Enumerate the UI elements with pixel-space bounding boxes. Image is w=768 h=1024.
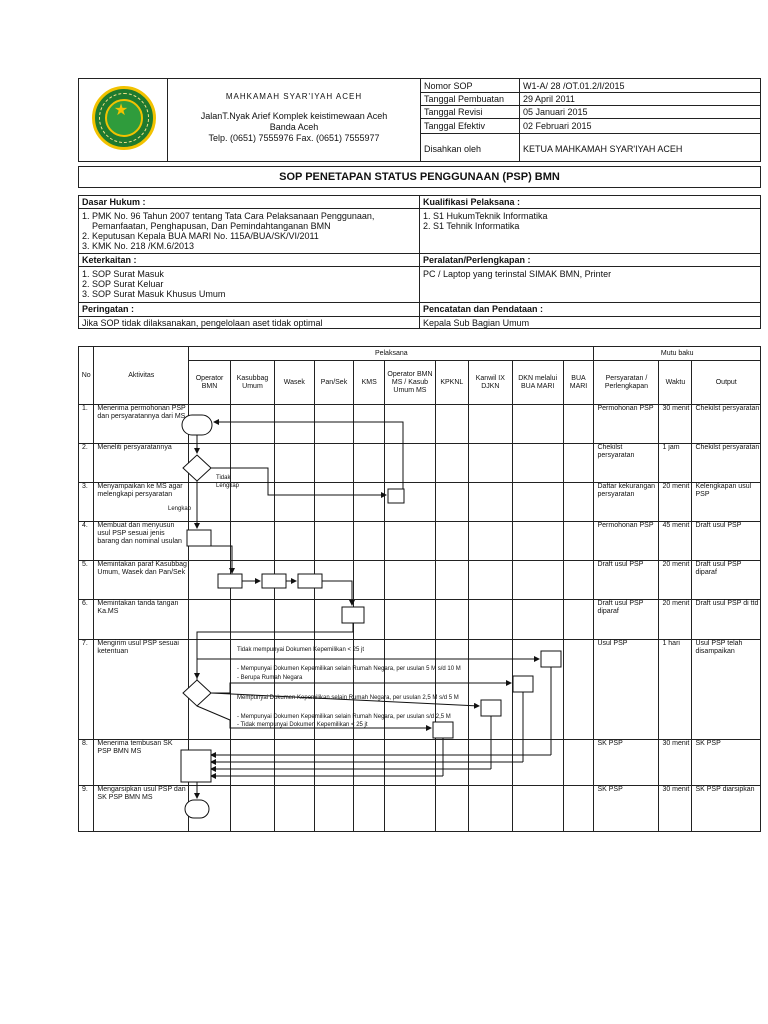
row-waktu: 30 menit <box>659 785 692 831</box>
kanwil-box <box>481 700 501 716</box>
row-output: Chekilst persyaratan <box>692 444 761 483</box>
kualifikasi-line-1: 1. S1 HukumTeknik Informatika <box>423 211 548 221</box>
row-aktivitas: Menerima tembusan SK PSP BMN MS <box>94 739 189 785</box>
row-aktivitas: Mengirim usul PSP sesuai ketentuan <box>94 639 189 739</box>
row-output: Draft usul PSP diparaf <box>692 561 761 600</box>
meta-value-nomor: W1-A/ 28 /OT.01.2/I/2015 <box>523 81 625 91</box>
actor-kms: KMS <box>354 361 385 405</box>
row-waktu: 20 menit <box>659 600 692 639</box>
row-no: 5. <box>79 561 94 600</box>
meta-value-pembuatan: 29 April 2011 <box>523 94 575 104</box>
sk-psp-box <box>181 750 211 782</box>
wasek-paraf-box <box>262 574 286 588</box>
row-waktu: 30 menit <box>659 739 692 785</box>
meta-label-disahkan: Disahkan oleh <box>424 144 482 154</box>
meta-label-nomor: Nomor SOP <box>424 81 473 91</box>
kpknl-box <box>433 722 453 738</box>
header-waktu: Waktu <box>659 361 692 405</box>
row-waktu: 1 jam <box>659 444 692 483</box>
meta-label-revisi: Tanggal Revisi <box>424 107 483 117</box>
row-aktivitas: Menyampaikan ke MS agar melengkapi persyaratan <box>94 483 189 522</box>
row-aktivitas: Memintakan paraf Kasubbag Umum, Wasek dan Pan/Sek <box>94 561 189 600</box>
actor-bua-mari: BUA MARI <box>563 361 594 405</box>
peringatan-label: Peringatan : <box>82 304 135 314</box>
kasubbag-paraf-box <box>218 574 242 588</box>
kms-ttd-box <box>342 607 364 623</box>
page-title: SOP PENETAPAN STATUS PENGGUNAAN (PSP) BMN <box>78 166 761 188</box>
meta-value-efektiv: 02 Februari 2015 <box>523 121 592 131</box>
meta-value-revisi: 05 Januari 2015 <box>523 107 588 117</box>
row-output: Draft usul PSP <box>692 522 761 561</box>
row-persyaratan: SK PSP <box>594 739 659 785</box>
label-lengkap: Lengkap <box>168 506 192 512</box>
row-persyaratan: SK PSP <box>594 785 659 831</box>
kualifikasi-label: Kualifikasi Pelaksana : <box>423 197 521 207</box>
row-persyaratan: Draft usul PSP <box>594 561 659 600</box>
row-no: 3. <box>79 483 94 522</box>
row-output: SK PSP diarsipkan <box>692 785 761 831</box>
label-cond-3: Mempunyai Dokumen Kepemilikan selain Rumah Negara, per usulan 2,5 M s/d 5 M <box>237 695 459 701</box>
label-cond-2b: - Berupa Rumah Negara <box>237 675 303 681</box>
meta-label-efektiv: Tanggal Efektiv <box>424 121 486 131</box>
header-aktivitas: Aktivitas <box>94 347 189 405</box>
row-waktu: 20 menit <box>659 561 692 600</box>
label-cond-4a: - Mempunyai Dokumen Kepemilikan selain Rumah Negara, per usulan s/d 2,5 M <box>237 714 451 720</box>
row-persyaratan: Chekilst persyaratan <box>594 444 659 483</box>
row-persyaratan: Permohonan PSP <box>594 405 659 444</box>
actor-pan-sek: Pan/Sek <box>314 361 354 405</box>
row-output: Chekilst persyaratan <box>692 405 761 444</box>
actor-wasek: Wasek <box>275 361 315 405</box>
dasar-hukum-line-2: Pemanfaatan, Penghapusan, Dan Pemindahtanganan BMN <box>82 221 331 231</box>
ms-process-box <box>388 489 404 503</box>
row-persyaratan: Draft usul PSP diparaf <box>594 600 659 639</box>
header-mutu-baku: Mutu baku <box>594 347 761 361</box>
keterkaitan-label: Keterkaitan : <box>82 255 137 265</box>
row-output: Draft usul PSP di ttd <box>692 600 761 639</box>
actor-operator-bmn: Operator BMN <box>189 361 231 405</box>
pencatatan-label: Pencatatan dan Pendataan : <box>423 304 544 314</box>
dasar-hukum-line-4: 3. KMK No. 218 /KM.6/2013 <box>82 241 195 251</box>
kualifikasi-line-2: 2. S1 Tehnik Informatika <box>423 221 520 231</box>
dasar-hukum-line-1: 1. PMK No. 96 Tahun 2007 tentang Tata Cara Pelaksanaan Penggunaan, <box>82 211 375 221</box>
row-persyaratan: Permohonan PSP <box>594 522 659 561</box>
header-persyaratan: Persyaratan / Perlengkapan <box>594 361 659 405</box>
peralatan-value: PC / Laptop yang terinstal SIMAK BMN, Printer <box>423 269 612 279</box>
row-output: Kelengkapan usul PSP <box>692 483 761 522</box>
header-output: Output <box>692 361 761 405</box>
actor-kanwil: Kanwil IX DJKN <box>468 361 512 405</box>
court-logo-icon: ★ <box>92 86 156 150</box>
draft-process-box <box>187 530 211 546</box>
row-aktivitas: Menerima permohonan PSP dan persyaratannya dari MS <box>94 405 189 444</box>
label-tidak: Tidak <box>216 475 231 481</box>
decision-diamond-check <box>183 455 211 481</box>
end-terminator <box>185 800 209 818</box>
label-cond-1: Tidak mempunyai Dokumen Kepemilikan < 25 jt <box>237 647 365 653</box>
row-no: 9. <box>79 785 94 831</box>
peringatan-value: Jika SOP tidak dilaksanakan, pengelolaan aset tidak optimal <box>82 318 323 328</box>
row-aktivitas: Mengarsipkan usul PSP dan SK PSP BMN MS <box>94 785 189 831</box>
row-no: 6. <box>79 600 94 639</box>
header-no: No <box>79 347 94 405</box>
meta-value-disahkan: KETUA MAHKAMAH SYAR'IYAH ACEH <box>523 144 683 154</box>
meta-label-pembuatan: Tanggal Pembuatan <box>424 94 505 104</box>
actor-kpknl: KPKNL <box>435 361 468 405</box>
decision-diamond-send <box>183 680 211 706</box>
peralatan-label: Peralatan/Perlengkapan : <box>423 255 531 265</box>
keterkaitan-line-1: 1. SOP Surat Masuk <box>82 269 164 279</box>
label-cond-4b: - Tidak mempunyai Dokumen Kepemilikan < 25 jt <box>237 722 368 728</box>
actor-operator-ms: Operator BMN MS / Kasub Umum MS <box>385 361 436 405</box>
row-no: 1. <box>79 405 94 444</box>
address-line-1: JalanT.Nyak Arief Komplek keistimewaan Aceh <box>200 111 388 121</box>
actor-kasubbag: Kasubbag Umum <box>230 361 274 405</box>
row-no: 8. <box>79 739 94 785</box>
row-aktivitas: Memintakan tanda tangan Ka.MS <box>94 600 189 639</box>
row-no: 2. <box>79 444 94 483</box>
dasar-hukum-line-3: 2. Keputusan Kepala BUA MARI No. 115A/BUA/SK/VI/2011 <box>82 231 319 241</box>
address-line-2: Banda Aceh <box>269 122 319 132</box>
label-lengkap-2: Lengkap <box>216 483 240 489</box>
phone-line: Telp. (0651) 7555976 Fax. (0651) 7555977 <box>208 133 380 143</box>
row-aktivitas: Meneliti persyaratannya <box>94 444 189 483</box>
pencatatan-value: Kepala Sub Bagian Umum <box>423 318 530 328</box>
row-waktu: 20 menit <box>659 483 692 522</box>
row-persyaratan: Usul PSP <box>594 639 659 739</box>
start-terminator <box>182 415 212 435</box>
header-pelaksana: Pelaksana <box>189 347 594 361</box>
dkn-box <box>513 676 533 692</box>
org-name: MAHKAMAH SYAR'IYAH ACEH <box>225 92 363 101</box>
row-no: 4. <box>79 522 94 561</box>
row-persyaratan: Daftar kekurangan persyaratan <box>594 483 659 522</box>
bua-mari-box <box>541 651 561 667</box>
row-no: 7. <box>79 639 94 739</box>
row-output: SK PSP <box>692 739 761 785</box>
row-output: Usul PSP telah disampaikan <box>692 639 761 739</box>
dasar-hukum-label: Dasar Hukum : <box>82 197 146 207</box>
keterkaitan-line-3: 3. SOP Surat Masuk Khusus Umum <box>82 289 226 299</box>
row-aktivitas: Membuat dan menyusun usul PSP sesuai jenis barang dan nominal usulan <box>94 522 189 561</box>
pansek-paraf-box <box>298 574 322 588</box>
row-waktu: 1 hari <box>659 639 692 739</box>
keterkaitan-line-2: 2. SOP Surat Keluar <box>82 279 164 289</box>
row-waktu: 45 menit <box>659 522 692 561</box>
actor-dkn: DKN melalui BUA MARI <box>512 361 563 405</box>
label-cond-2a: - Mempunyai Dokumen Kepemilikan selain Rumah Negara, per usulan 5 M s/d 10 M <box>237 666 461 672</box>
row-waktu: 30 menit <box>659 405 692 444</box>
